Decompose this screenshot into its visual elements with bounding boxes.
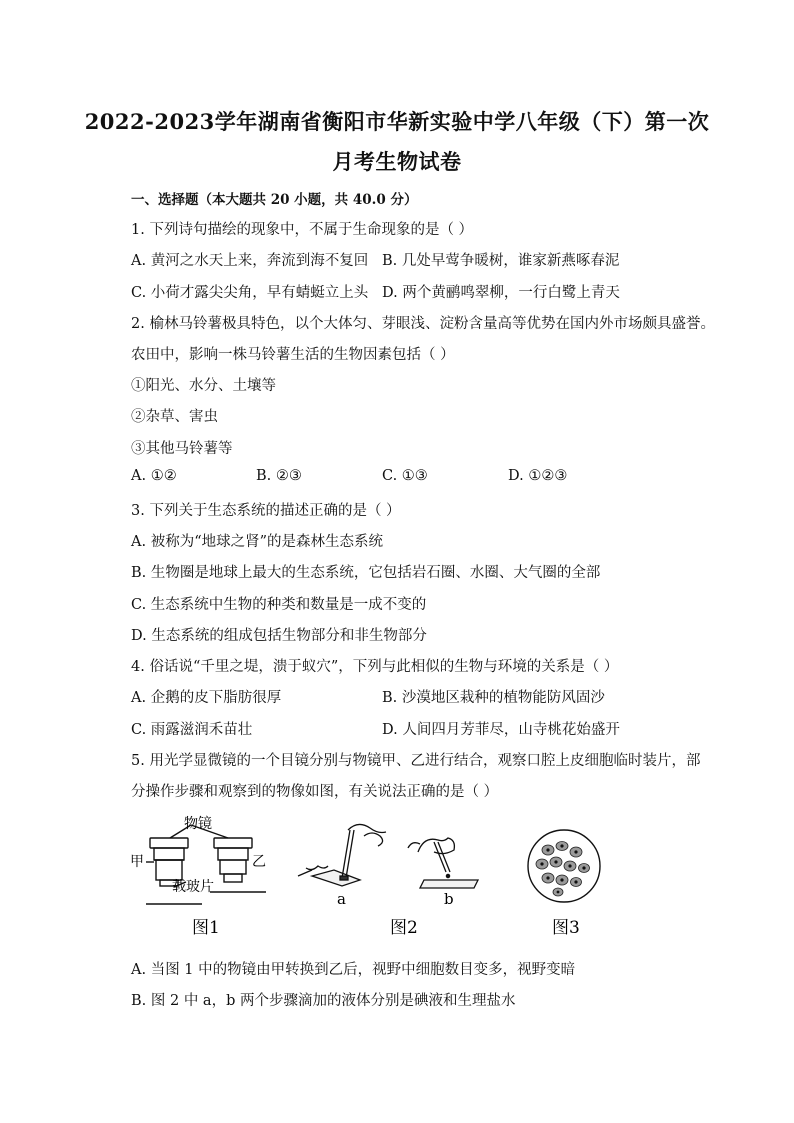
q1-stem: 1. 下列诗句描绘的现象中，不属于生命现象的是（ ） <box>131 222 474 238</box>
figure2-dropper-a <box>298 824 386 886</box>
label-slide: 载玻片 <box>172 879 214 895</box>
q2-option-c: C. ①③ <box>382 468 428 484</box>
caption-figure2: 图2 <box>390 918 418 938</box>
caption-figure1: 图1 <box>192 918 220 938</box>
q3-option-c: C. 生态系统中生物的种类和数量是一成不变的 <box>131 597 427 613</box>
q5-figure <box>128 812 608 940</box>
q3-option-a: A. 被称为“地球之肾”的是森林生态系统 <box>131 534 384 550</box>
q5-stem-line2: 分操作步骤和观察到的物像如图，有关说法正确的是（ ） <box>131 784 499 800</box>
q4-option-a: A. 企鹅的皮下脂肪很厚 <box>131 690 282 706</box>
exam-title-line1: 2022-2023学年湖南省衡阳市华新实验中学八年级（下）第一次 <box>84 109 710 134</box>
label-objective: 物镜 <box>184 816 212 832</box>
q4-option-d: D. 人间四月芳菲尽，山寺桃花始盛开 <box>382 722 620 738</box>
q2-item-3: ③其他马铃薯等 <box>131 441 233 457</box>
q1-option-b: B. 几处早莺争暖树，谁家新燕啄春泥 <box>382 253 620 269</box>
exam-title-line2: 月考生物试卷 <box>332 149 462 174</box>
figure3-field-of-view <box>528 830 600 902</box>
q3-stem: 3. 下列关于生态系统的描述正确的是（ ） <box>131 503 401 519</box>
q2-item-2: ②杂草、害虫 <box>131 409 218 425</box>
section-heading: 一、选择题（本大题共 20 小题，共 40.0 分） <box>131 192 418 208</box>
label-step-a: a <box>337 890 346 908</box>
label-jia: 甲 <box>130 854 144 870</box>
q5-stem-line1: 5. 用光学显微镜的一个目镜分别与物镜甲、乙进行结合，观察口腔上皮细胞临时装片，部 <box>131 753 701 769</box>
q2-option-b: B. ②③ <box>256 468 302 484</box>
figure2-dropper-b <box>408 838 478 888</box>
label-step-b: b <box>444 890 454 908</box>
q2-stem-line1: 2. 榆林马铃薯极具特色，以个大体匀、芽眼浅、淀粉含量高等优势在国内外市场颇具盛誉。 <box>131 316 715 332</box>
q2-stem-line2: 农田中，影响一株马铃薯生活的生物因素包括（ ） <box>131 347 455 363</box>
q3-option-d: D. 生态系统的组成包括生物部分和非生物部分 <box>131 628 427 644</box>
q1-option-c: C. 小荷才露尖尖角，早有蜻蜓立上头 <box>131 285 369 301</box>
q4-option-b: B. 沙漠地区栽种的植物能防风固沙 <box>382 690 605 706</box>
q1-option-d: D. 两个黄鹂鸣翠柳，一行白鹭上青天 <box>382 285 620 301</box>
q2-option-a: A. ①② <box>131 468 177 484</box>
q5-option-b: B. 图 2 中 a，b 两个步骤滴加的液体分别是碘液和生理盐水 <box>131 993 516 1009</box>
q4-option-c: C. 雨露滋润禾苗壮 <box>131 722 253 738</box>
q2-option-d: D. ①②③ <box>508 468 568 484</box>
q3-option-b: B. 生物圈是地球上最大的生态系统，它包括岩石圈、水圈、大气圈的全部 <box>131 565 601 581</box>
label-yi: 乙 <box>252 854 266 870</box>
q1-option-a: A. 黄河之水天上来，奔流到海不复回 <box>131 253 369 269</box>
q2-item-1: ①阳光、水分、土壤等 <box>131 378 276 394</box>
caption-figure3: 图3 <box>552 918 580 938</box>
q4-stem: 4. 俗话说“千里之堤，溃于蚁穴”，下列与此相似的生物与环境的关系是（ ） <box>131 659 619 675</box>
q5-option-a: A. 当图 1 中的物镜由甲转换到乙后，视野中细胞数目变多，视野变暗 <box>131 962 576 978</box>
